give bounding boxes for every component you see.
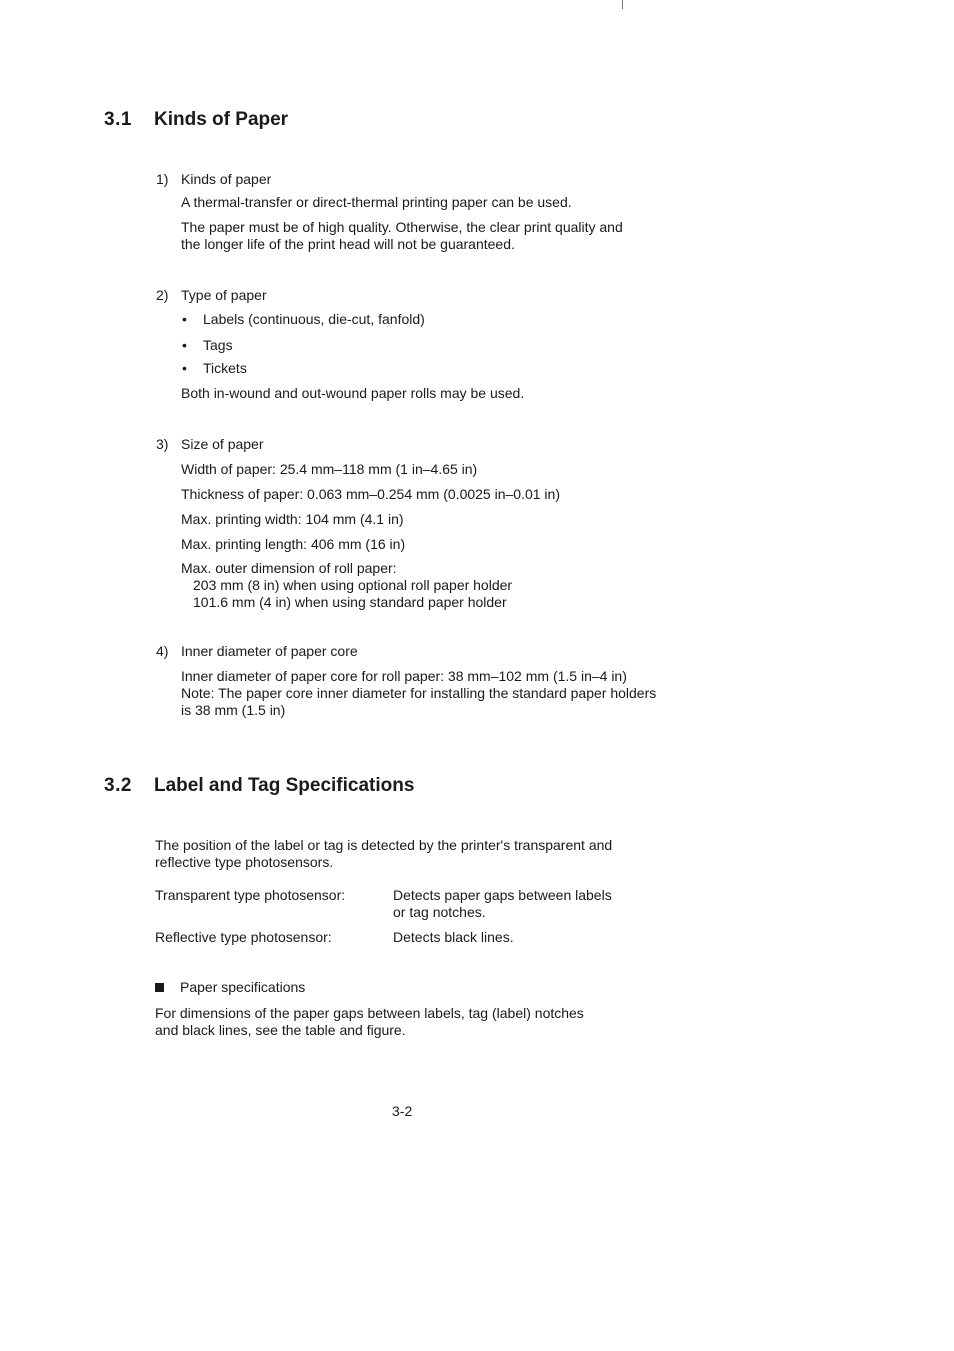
paper-spec-heading: Paper specifications (180, 979, 306, 995)
item-4-number: 4) (156, 643, 169, 659)
bullet-dot: • (182, 360, 187, 376)
outer-dimension-line-2: 101.6 mm (4 in) when using standard paper holder (193, 594, 507, 610)
page-number: 3-2 (392, 1103, 413, 1119)
paper-width: Width of paper: 25.4 mm–118 mm (1 in–4.65 in) (181, 461, 478, 477)
item-1-number: 1) (156, 171, 169, 187)
sensor-label-transparent: Transparent type photosensor: (155, 887, 346, 903)
bullet-item-labels: Labels (continuous, die-cut, fanfold) (203, 311, 425, 327)
section-3-2-intro-line-1: The position of the label or tag is detected by the printer's transparent and (155, 837, 613, 853)
core-diameter-line-3: is 38 mm (1.5 in) (181, 702, 286, 718)
item-1-paragraph-2-line-1: The paper must be of high quality. Otherwise, the clear print quality and (181, 219, 623, 235)
outer-dimension-heading: Max. outer dimension of roll paper: (181, 560, 397, 576)
bullet-item-tickets: Tickets (203, 360, 247, 376)
item-2-heading: Type of paper (181, 287, 267, 303)
item-3-heading: Size of paper (181, 436, 264, 452)
item-2-note: Both in-wound and out-wound paper rolls may be used. (181, 385, 525, 401)
sensor-label-reflective: Reflective type photosensor: (155, 929, 332, 945)
sensor-desc-transparent-line-2: or tag notches. (393, 904, 486, 920)
item-1-paragraph-2-line-2: the longer life of the print head will not be guaranteed. (181, 236, 515, 252)
core-diameter-line-1: Inner diameter of paper core for roll paper: 38 mm–102 mm (1.5 in–4 in) (181, 668, 627, 684)
paper-spec-line-2: and black lines, see the table and figure. (155, 1022, 406, 1038)
item-3-number: 3) (156, 436, 169, 452)
bullet-dot: • (182, 337, 187, 353)
bullet-dot: • (182, 311, 187, 327)
max-printing-length: Max. printing length: 406 mm (16 in) (181, 536, 406, 552)
sensor-desc-reflective: Detects black lines. (393, 929, 514, 945)
outer-dimension-line-1: 203 mm (8 in) when using optional roll paper holder (193, 577, 513, 593)
item-1-heading: Kinds of paper (181, 171, 272, 187)
section-3-1-number: 3.1 (104, 109, 132, 130)
item-2-number: 2) (156, 287, 169, 303)
paper-spec-line-1: For dimensions of the paper gaps between labels, tag (label) notches (155, 1005, 584, 1021)
section-3-2-intro-line-2: reflective type photosensors. (155, 854, 334, 870)
square-bullet-icon (155, 983, 164, 992)
section-3-2-title: Label and Tag Specifications (154, 775, 415, 796)
item-1-paragraph-1: A thermal-transfer or direct-thermal printing paper can be used. (181, 194, 572, 210)
sensor-desc-transparent-line-1: Detects paper gaps between labels (393, 887, 612, 903)
paper-thickness: Thickness of paper: 0.063 mm–0.254 mm (0.0025 in–0.01 in) (181, 486, 560, 502)
bullet-item-tags: Tags (203, 337, 233, 353)
core-diameter-line-2: Note: The paper core inner diameter for installing the standard paper holders (181, 685, 657, 701)
scan-mark (622, 0, 623, 9)
section-3-2-number: 3.2 (104, 775, 132, 796)
item-4-heading: Inner diameter of paper core (181, 643, 358, 659)
max-printing-width: Max. printing width: 104 mm (4.1 in) (181, 511, 404, 527)
section-3-1-title: Kinds of Paper (154, 109, 289, 130)
